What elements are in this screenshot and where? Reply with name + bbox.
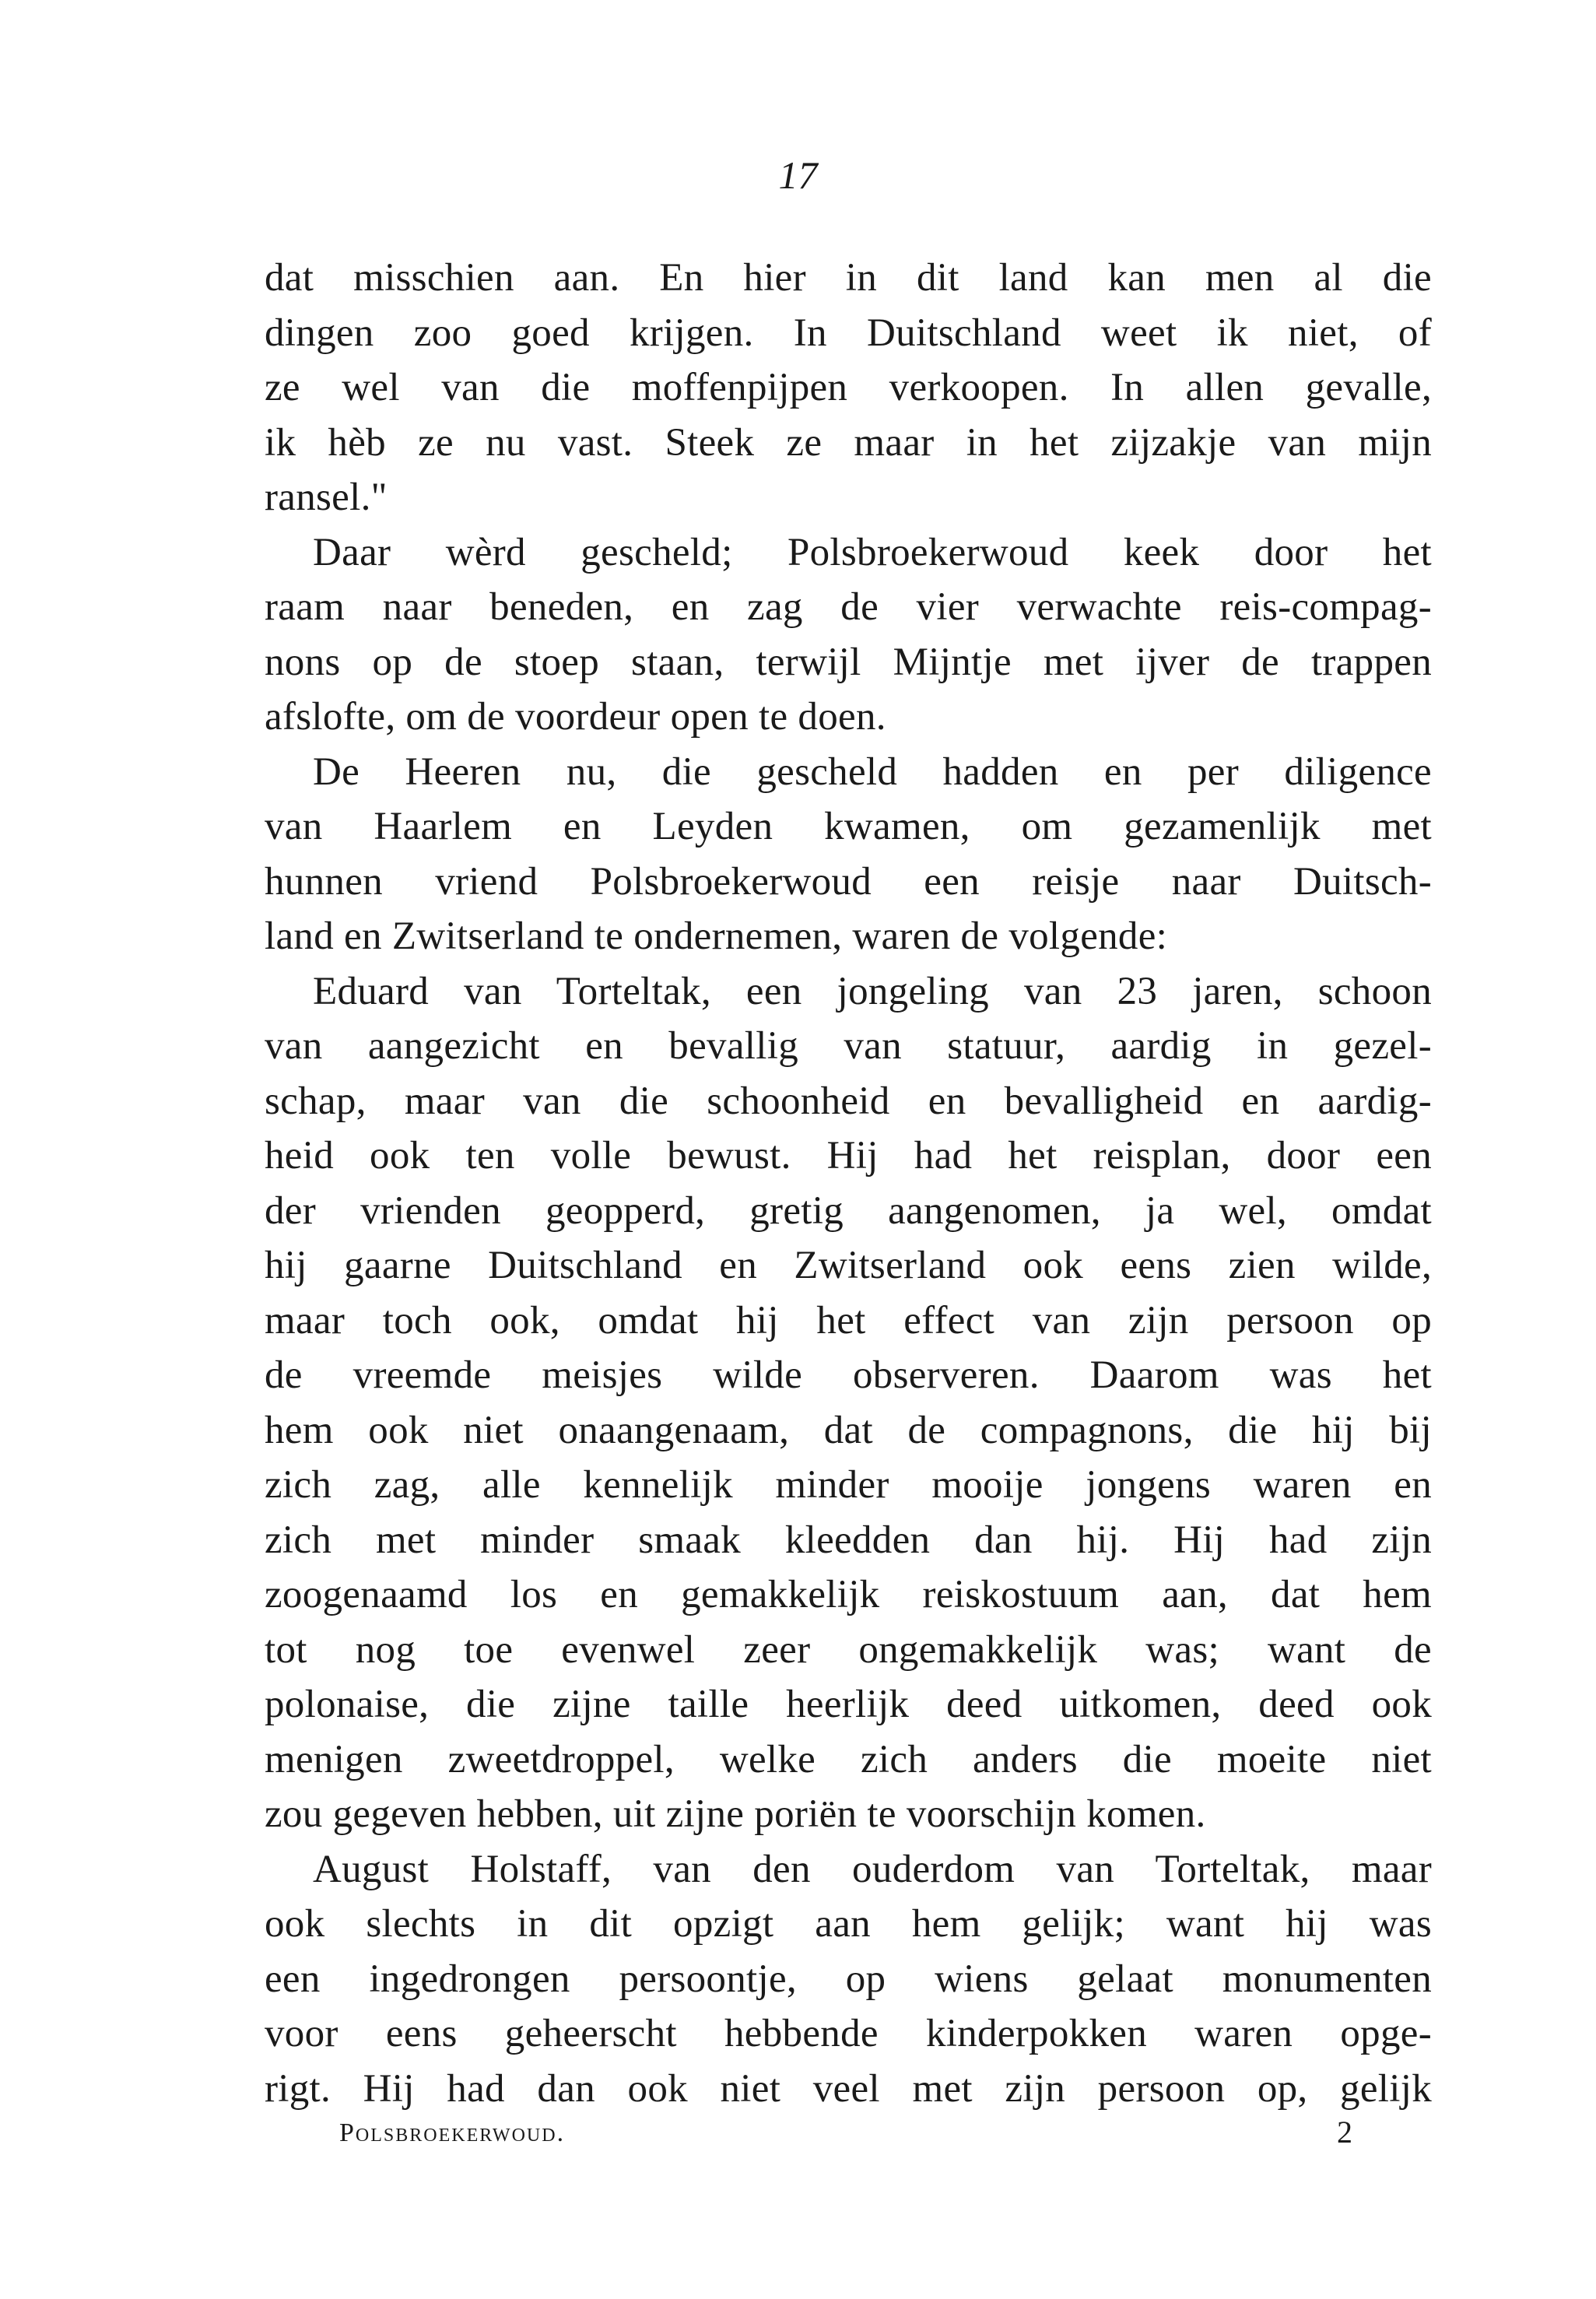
footer-signature: Polsbroekerwoud. <box>339 2118 566 2147</box>
page-number: 17 <box>778 153 818 197</box>
text-line: dingen zoo goed krijgen. In Duitschland weet ik niet, of <box>265 311 1432 355</box>
text-line: een ingedrongen persoontje, op wiens gelaat monumenten <box>265 1957 1432 2001</box>
text-line: Daar wèrd gescheld; Polsbroekerwoud keek door het <box>313 530 1432 574</box>
text-line: polonaise, die zijne taille heerlijk deed uitkomen, deed ook <box>265 1683 1432 1726</box>
text-line: hem ook niet onaangenaam, dat de compagnons, die hij bij <box>265 1408 1432 1452</box>
text-line: zou gegeven hebben, uit zijne poriën te voorschijn komen. <box>265 1792 1206 1836</box>
text-line: ransel." <box>265 476 388 519</box>
text-line: zich met minder smaak kleedden dan hij. Hij had zijn <box>265 1518 1432 1562</box>
text-line: afslofte, om de voordeur open te doen. <box>265 695 886 739</box>
text-line: tot nog toe evenwel zeer ongemakkelijk was; want de <box>265 1627 1432 1672</box>
text-line: zich zag, alle kennelijk minder mooije jongens waren en <box>265 1463 1432 1507</box>
text-line: hij gaarne Duitschland en Zwitserland ook eens zien wilde, <box>265 1244 1432 1287</box>
text-line: ik hèb ze nu vast. Steek ze maar in het zijzakje van mijn <box>265 420 1432 465</box>
text-line: de vreemde meisjes wilde observeren. Daarom was het <box>265 1353 1432 1397</box>
text-line: menigen zweetdroppel, welke zich anders die moeite niet <box>265 1737 1432 1781</box>
text-line: nons op de stoep staan, terwijl Mijntje met ijver de trappen <box>265 640 1432 684</box>
text-line: heid ook ten volle bewust. Hij had het reisplan, door een <box>265 1134 1432 1178</box>
text-line: schap, maar van die schoonheid en bevalligheid en aardig- <box>265 1079 1432 1123</box>
text-line: voor eens geheerscht hebbende kinderpokken waren opge- <box>265 2012 1432 2055</box>
text-line: van aangezicht en bevallig van statuur, aardig in gezel- <box>265 1024 1432 1068</box>
text-line: der vrienden geopperd, gretig aangenomen, ja wel, omdat <box>265 1188 1432 1233</box>
text-line: rigt. Hij had dan ook niet veel met zijn persoon op, gelijk <box>265 2066 1432 2111</box>
text-line: August Holstaff, van den ouderdom van Torteltak, maar <box>313 1847 1432 1891</box>
text-line: raam naar beneden, en zag de vier verwachte reis-compag- <box>265 585 1432 629</box>
text-line: zoogenaamd los en gemakkelijk reiskostuum aan, dat hem <box>265 1573 1432 1616</box>
text-line: dat misschien aan. En hier in dit land kan men al die <box>265 256 1432 300</box>
text-line: hunnen vriend Polsbroekerwoud een reisje naar Duitsch- <box>265 859 1432 904</box>
footer-sheet-number: 2 <box>1337 2115 1352 2150</box>
text-line: ook slechts in dit opzigt aan hem gelijk; want hij was <box>265 1902 1432 1946</box>
text-line: ze wel van die moffenpijpen verkoopen. In allen gevalle, <box>265 366 1432 409</box>
text-line: land en Zwitserland te ondernemen, waren de volgende: <box>265 914 1168 958</box>
text-line: maar toch ook, omdat hij het effect van zijn persoon op <box>265 1298 1432 1343</box>
text-line: De Heeren nu, die gescheld hadden en per diligence <box>313 749 1432 794</box>
text-line: Eduard van Torteltak, een jongeling van 23 jaren, schoon <box>313 969 1432 1013</box>
text-line: van Haarlem en Leyden kwamen, om gezamenlijk met <box>265 805 1432 848</box>
body-text <box>265 251 1432 2116</box>
